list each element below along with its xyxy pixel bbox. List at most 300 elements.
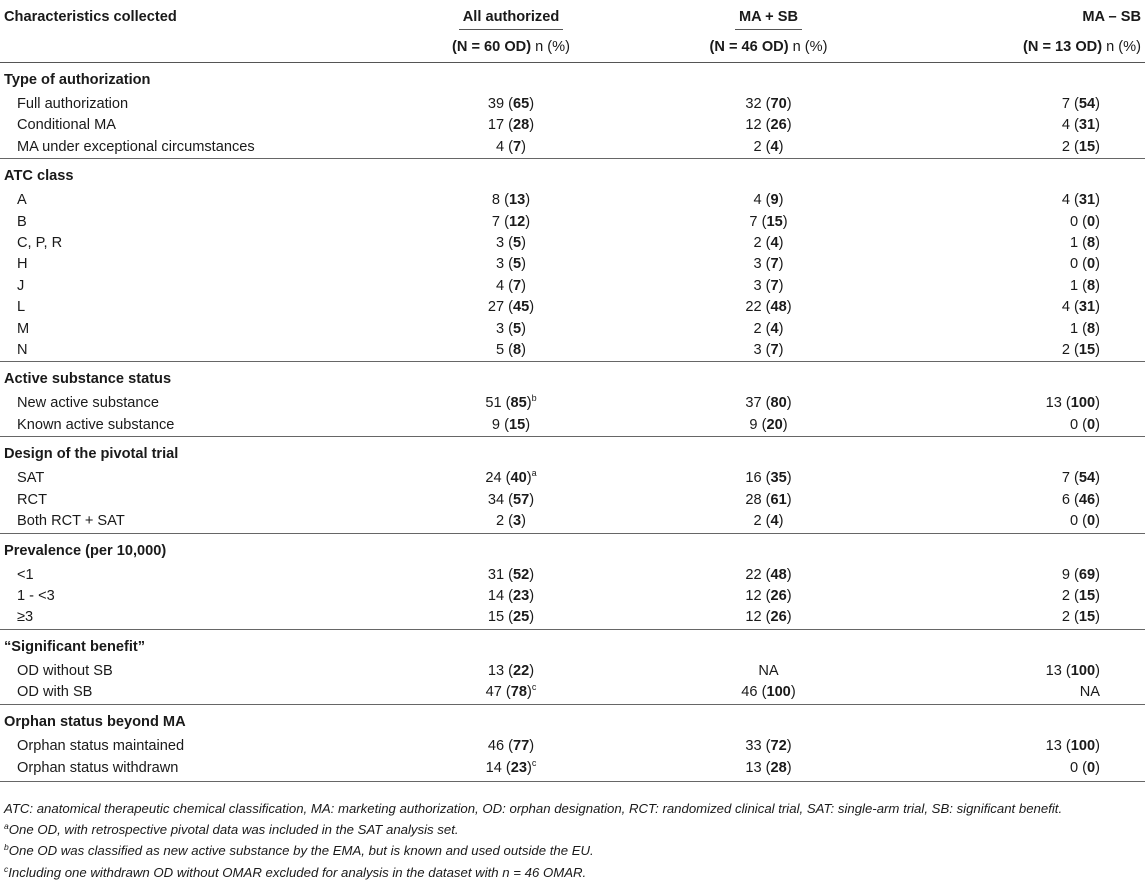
header-n-all-suffix: n (%): [531, 39, 570, 55]
table-row: [0, 565, 1145, 586]
row-label: Full authorization: [17, 96, 129, 112]
value-percent: 77: [513, 737, 530, 754]
row-label: OD without SB: [17, 662, 113, 679]
value-count: NA: [758, 662, 779, 679]
value-cell: [382, 340, 640, 362]
value-count: 2 (: [1061, 609, 1079, 626]
value-count: 2 (: [753, 513, 771, 530]
value-percent: 28: [513, 117, 530, 134]
value-close: ): [529, 96, 535, 112]
value-cell: [897, 757, 1145, 782]
value-percent: 15: [1078, 587, 1096, 604]
value-percent: 46: [1078, 491, 1096, 508]
value-count: 3 (: [753, 342, 771, 359]
value-close: ): [786, 760, 792, 777]
value-count: 0 (: [1069, 256, 1087, 273]
table-row: [0, 468, 1145, 489]
value-cell: [897, 340, 1145, 362]
value-percent: 0: [1087, 213, 1096, 230]
value-percent: 8: [1087, 320, 1096, 337]
value-percent: 69: [1078, 566, 1096, 583]
value-count: 3 (: [495, 256, 514, 273]
table-row: [0, 276, 1145, 297]
value-close: ): [786, 395, 792, 412]
value-cell: [897, 415, 1145, 437]
value-count: 2 (: [753, 235, 771, 252]
value-cell: [897, 736, 1145, 757]
header-row-titles: [0, 0, 1145, 32]
value-cell: [640, 94, 897, 115]
value-cell: [897, 94, 1145, 115]
header-n-ma-minus-sb: [897, 32, 1145, 63]
value-close: ): [782, 416, 788, 433]
value-count: 2 (: [1061, 138, 1079, 155]
value-count: 16 (: [745, 470, 771, 487]
value-count: 8 (: [491, 192, 509, 209]
value-count: 3 (: [495, 235, 514, 252]
value-cell: [897, 276, 1145, 297]
value-percent: 13: [508, 192, 526, 209]
value-percent: 100: [1070, 662, 1096, 679]
section-title: ATC class: [0, 159, 1145, 191]
header-n-all-count: (N = 60 OD): [452, 39, 532, 55]
value-close: ): [521, 235, 527, 252]
section-title: “Significant benefit”: [0, 629, 1145, 661]
value-percent: 100: [1070, 737, 1096, 754]
value-count: 9 (: [491, 416, 509, 433]
value-percent: 78: [510, 684, 527, 701]
header-n-ma-minus-sb-count: (N = 13 OD): [1023, 39, 1103, 55]
value-close: ): [1095, 299, 1100, 316]
value-percent: 7: [770, 256, 779, 273]
header-row-counts: [0, 32, 1145, 63]
table-row: [0, 190, 1145, 211]
value-percent: 57: [513, 491, 530, 508]
value-cell: [897, 661, 1145, 682]
value-close: ): [786, 737, 792, 754]
value-close: ): [1095, 609, 1100, 626]
section-title: Type of authorization: [4, 72, 151, 88]
value-percent: 9: [770, 192, 779, 209]
row-label: 1 - <3: [17, 587, 55, 604]
value-count: 12 (: [745, 609, 771, 626]
value-percent: 15: [508, 416, 526, 433]
footnote-text: ATC: anatomical therapeutic chemical classification, MA: marketing authorization, OD: orphan designation, RCT: randomized clinical trial, SAT: single-arm trial, SB: significant benefit.: [4, 801, 1063, 816]
header-characteristics: Characteristics collected: [4, 9, 177, 25]
table-row: [0, 511, 1145, 533]
value-cell: [382, 565, 640, 586]
value-percent: 15: [1078, 342, 1096, 359]
section-title: Prevalence (per 10,000): [0, 533, 1145, 565]
value-percent: 35: [770, 470, 787, 487]
row-label: H: [17, 256, 28, 273]
value-count: 7 (: [749, 213, 767, 230]
row-label: L: [17, 299, 26, 316]
value-count: 6 (: [1061, 491, 1079, 508]
value-cell: [897, 319, 1145, 340]
value-percent: 48: [770, 566, 787, 583]
value-count: 37 (: [745, 395, 771, 412]
value-close: ): [521, 513, 527, 530]
value-cell: [382, 586, 640, 607]
table-row: [0, 607, 1145, 629]
value-cell: [640, 661, 897, 682]
row-label: SAT: [17, 470, 45, 487]
value-count: 7 (: [1061, 96, 1079, 112]
row-label: M: [17, 320, 30, 337]
table-row: [0, 393, 1145, 414]
value-count: 13 (: [745, 760, 771, 777]
value-cell: [382, 276, 640, 297]
value-percent: 4: [770, 320, 779, 337]
value-percent: 31: [1078, 117, 1096, 134]
value-count: 13 (: [1045, 395, 1071, 412]
value-count: 22 (: [745, 566, 771, 583]
value-count: 2 (: [753, 138, 771, 155]
value-close: ): [529, 117, 535, 134]
footnote-line: [4, 840, 1062, 861]
value-cell: [640, 565, 897, 586]
table-row: [0, 254, 1145, 275]
value-count: 14 (: [487, 587, 514, 604]
table-row: [0, 319, 1145, 340]
value-cell: [897, 682, 1145, 704]
value-count: 13 (: [1045, 737, 1071, 754]
value-close: ): [521, 342, 527, 359]
value-cell: [382, 137, 640, 159]
section-header-row: [0, 362, 1145, 394]
value-percent: 23: [513, 587, 530, 604]
value-count: 14 (: [485, 760, 511, 777]
value-close: ): [1095, 235, 1100, 252]
value-cell: [897, 468, 1145, 489]
value-count: 7 (: [491, 213, 509, 230]
footnote-line: [4, 819, 1062, 840]
value-percent: 3: [513, 513, 522, 530]
value-cell: [640, 586, 897, 607]
value-cell: [640, 340, 897, 362]
row-label: New active substance: [17, 395, 159, 412]
value-percent: 4: [770, 138, 779, 155]
value-close: ): [1095, 138, 1100, 155]
table-row: [0, 340, 1145, 362]
value-close: ): [786, 299, 792, 316]
value-close: ): [1095, 256, 1100, 273]
value-count: 1 (: [1069, 320, 1087, 337]
value-close: ): [782, 213, 788, 230]
header-ma-plus-sb-title: MA + SB: [735, 5, 802, 30]
value-close: ): [1095, 737, 1100, 754]
value-cell: [382, 233, 640, 254]
value-close: ): [1095, 320, 1100, 337]
footnote-sup: b: [4, 842, 9, 853]
value-cell: [382, 297, 640, 318]
row-label: C, P, R: [17, 235, 63, 252]
footnote-text: Including one withdrawn OD without OMAR excluded for analysis in the dataset with n = 46 OMAR.: [8, 864, 587, 880]
value-close: ): [521, 256, 527, 273]
value-percent: 65: [513, 96, 530, 112]
value-close: ): [786, 566, 792, 583]
value-percent: 52: [513, 566, 530, 583]
value-cell: [382, 511, 640, 533]
value-cell: [382, 757, 640, 782]
value-cell: [640, 468, 897, 489]
value-cell: [640, 254, 897, 275]
value-count: 0 (: [1069, 213, 1087, 230]
value-percent: 4: [770, 513, 779, 530]
footnote-sup: c: [4, 863, 9, 874]
value-close: ): [521, 138, 527, 155]
value-count: 2 (: [495, 513, 514, 530]
value-percent: 31: [1078, 192, 1096, 209]
value-count: 1 (: [1069, 277, 1087, 294]
value-percent: 100: [1070, 395, 1096, 412]
value-cell: [382, 254, 640, 275]
value-cell: [382, 736, 640, 757]
value-percent: 0: [1087, 416, 1096, 433]
value-close: ): [778, 256, 784, 273]
value-cell: [897, 137, 1145, 159]
row-label: MA under exceptional circumstances: [17, 138, 255, 155]
value-cell: [897, 254, 1145, 275]
row-label: B: [17, 213, 27, 230]
table-row: [0, 233, 1145, 254]
value-close: ): [786, 609, 792, 626]
value-close: ): [521, 320, 527, 337]
footnote-line: [4, 798, 1062, 819]
value-close: ): [525, 192, 531, 209]
value-close: ): [1095, 96, 1100, 112]
value-count: 4 (: [1061, 117, 1079, 134]
footnote-marker: c: [531, 682, 537, 693]
header-n-ma-minus-sb-suffix: n (%): [1102, 39, 1141, 55]
section-header-row: [0, 63, 1145, 95]
value-count: 9 (: [1061, 566, 1079, 583]
value-count: 0 (: [1069, 760, 1087, 777]
value-close: ): [778, 513, 784, 530]
table-row: [0, 212, 1145, 233]
value-cell: [640, 319, 897, 340]
value-percent: 80: [770, 395, 787, 412]
value-count: 13 (: [1045, 662, 1071, 679]
value-percent: 31: [1078, 299, 1096, 316]
value-count: 0 (: [1069, 416, 1087, 433]
value-percent: 54: [1078, 96, 1096, 112]
value-cell: [897, 586, 1145, 607]
value-close: ): [529, 491, 535, 508]
value-close: ): [529, 587, 535, 604]
header-empty-cell: [0, 32, 382, 63]
value-close: ): [1095, 342, 1100, 359]
value-percent: 12: [508, 213, 526, 230]
value-close: ): [529, 737, 535, 754]
value-count: 3 (: [495, 320, 514, 337]
table-row: [0, 682, 1145, 704]
footnote-marker: b: [531, 393, 537, 404]
value-count: 15 (: [487, 609, 514, 626]
value-count: 28 (: [745, 491, 771, 508]
footnote-line: [4, 862, 1062, 883]
value-percent: 70: [770, 96, 787, 112]
value-cell: [897, 115, 1145, 136]
value-count: 4 (: [495, 277, 514, 294]
value-count: 34 (: [487, 491, 514, 508]
value-count: 39 (: [487, 96, 514, 112]
value-count: 24 (: [485, 470, 511, 487]
footnote-text: One OD was classified as new active substance by the EMA, but is known and used outside the EU.: [8, 843, 594, 859]
value-close: ): [1095, 566, 1100, 583]
value-percent: 7: [513, 277, 522, 294]
value-cell: [640, 682, 897, 704]
value-cell: [640, 276, 897, 297]
value-count: 0 (: [1069, 513, 1087, 530]
value-close: ): [786, 491, 792, 508]
value-close: ): [1095, 117, 1100, 134]
header-ma-plus-sb: [640, 0, 897, 32]
value-cell: [640, 212, 897, 233]
value-cell: [382, 607, 640, 629]
row-label: RCT: [17, 491, 47, 508]
section-header-row: [0, 629, 1145, 661]
value-cell: [897, 490, 1145, 511]
value-cell: [640, 607, 897, 629]
row-label: <1: [17, 566, 34, 583]
value-count: 2 (: [1061, 342, 1079, 359]
value-percent: 15: [766, 213, 783, 230]
section-title: Design of the pivotal trial: [0, 437, 1145, 469]
row-label: ≥3: [17, 609, 34, 626]
value-count: 4 (: [495, 138, 514, 155]
value-percent: 85: [510, 395, 527, 412]
table-row: [0, 94, 1145, 115]
value-percent: 15: [1078, 609, 1096, 626]
value-close: ): [529, 609, 535, 626]
row-label: Known active substance: [17, 416, 175, 433]
value-percent: 5: [513, 235, 522, 252]
value-close: ): [526, 470, 532, 487]
value-close: ): [526, 395, 532, 412]
value-close: ): [1095, 416, 1100, 433]
value-close: ): [778, 277, 784, 294]
row-label: J: [17, 277, 25, 294]
value-percent: 25: [513, 609, 530, 626]
section-header-row: [0, 437, 1145, 469]
header-n-all: [382, 32, 640, 63]
value-close: ): [786, 96, 792, 112]
value-close: ): [786, 117, 792, 134]
value-cell: [382, 319, 640, 340]
value-count: 22 (: [745, 299, 771, 316]
value-percent: 26: [770, 609, 787, 626]
value-count: 33 (: [745, 737, 771, 754]
value-cell: [640, 137, 897, 159]
value-close: ): [525, 213, 531, 230]
section-header-row: [0, 159, 1145, 191]
value-percent: 0: [1087, 760, 1096, 777]
section-header-row: [0, 533, 1145, 565]
value-count: 46 (: [741, 684, 767, 701]
value-close: ): [525, 416, 531, 433]
value-close: ): [1095, 470, 1100, 487]
value-count: 46 (: [487, 737, 514, 754]
footnote-marker: c: [531, 758, 537, 769]
value-cell: [382, 415, 640, 437]
value-percent: 8: [1087, 235, 1096, 252]
value-close: ): [527, 760, 532, 777]
value-close: ): [778, 235, 784, 252]
value-close: ): [790, 684, 796, 701]
value-close: ): [1095, 213, 1100, 230]
value-cell: [897, 212, 1145, 233]
table-row: [0, 297, 1145, 318]
value-count: 47 (: [485, 684, 511, 701]
value-cell: [382, 212, 640, 233]
value-percent: 7: [513, 138, 522, 155]
value-cell: [382, 468, 640, 489]
value-percent: 22: [513, 662, 530, 679]
value-count: 3 (: [753, 256, 771, 273]
value-close: ): [1095, 277, 1100, 294]
value-count: 12 (: [745, 587, 771, 604]
value-cell: [382, 682, 640, 704]
section-header-row: [0, 704, 1145, 736]
value-close: ): [1095, 192, 1100, 209]
value-percent: 40: [510, 470, 527, 487]
value-count: 32 (: [745, 96, 771, 112]
value-percent: 72: [770, 737, 787, 754]
value-cell: [382, 94, 640, 115]
value-cell: [382, 490, 640, 511]
value-percent: 61: [770, 491, 787, 508]
value-percent: 7: [770, 342, 779, 359]
row-label: A: [17, 192, 27, 209]
value-count: 4 (: [1061, 192, 1079, 209]
value-close: ): [529, 566, 535, 583]
footnote-sup: a: [4, 821, 9, 832]
value-cell: [640, 757, 897, 782]
value-close: ): [778, 192, 784, 209]
value-cell: [640, 490, 897, 511]
value-percent: 8: [513, 342, 522, 359]
value-close: ): [1095, 491, 1100, 508]
table-row: [0, 415, 1145, 437]
value-count: 5 (: [495, 342, 514, 359]
table-row: [0, 490, 1145, 511]
value-cell: [640, 393, 897, 414]
value-count: 2 (: [753, 320, 771, 337]
table-row: [0, 661, 1145, 682]
value-close: ): [527, 684, 532, 701]
value-close: ): [1095, 395, 1100, 412]
table-row: [0, 586, 1145, 607]
table-row: [0, 115, 1145, 136]
value-cell: [640, 511, 897, 533]
value-cell: [382, 115, 640, 136]
value-close: ): [778, 342, 784, 359]
table-row: [0, 736, 1145, 757]
table-row: [0, 757, 1145, 782]
row-label: Orphan status withdrawn: [0, 757, 382, 782]
value-cell: [640, 415, 897, 437]
value-percent: 23: [510, 760, 527, 777]
value-cell: [640, 736, 897, 757]
header-n-ma-plus-sb: [640, 32, 897, 63]
value-cell: [382, 190, 640, 211]
value-count: 12 (: [745, 117, 771, 134]
value-cell: [897, 297, 1145, 318]
table-body: [0, 63, 1145, 782]
header-all-authorized-title: All authorized: [459, 5, 563, 30]
